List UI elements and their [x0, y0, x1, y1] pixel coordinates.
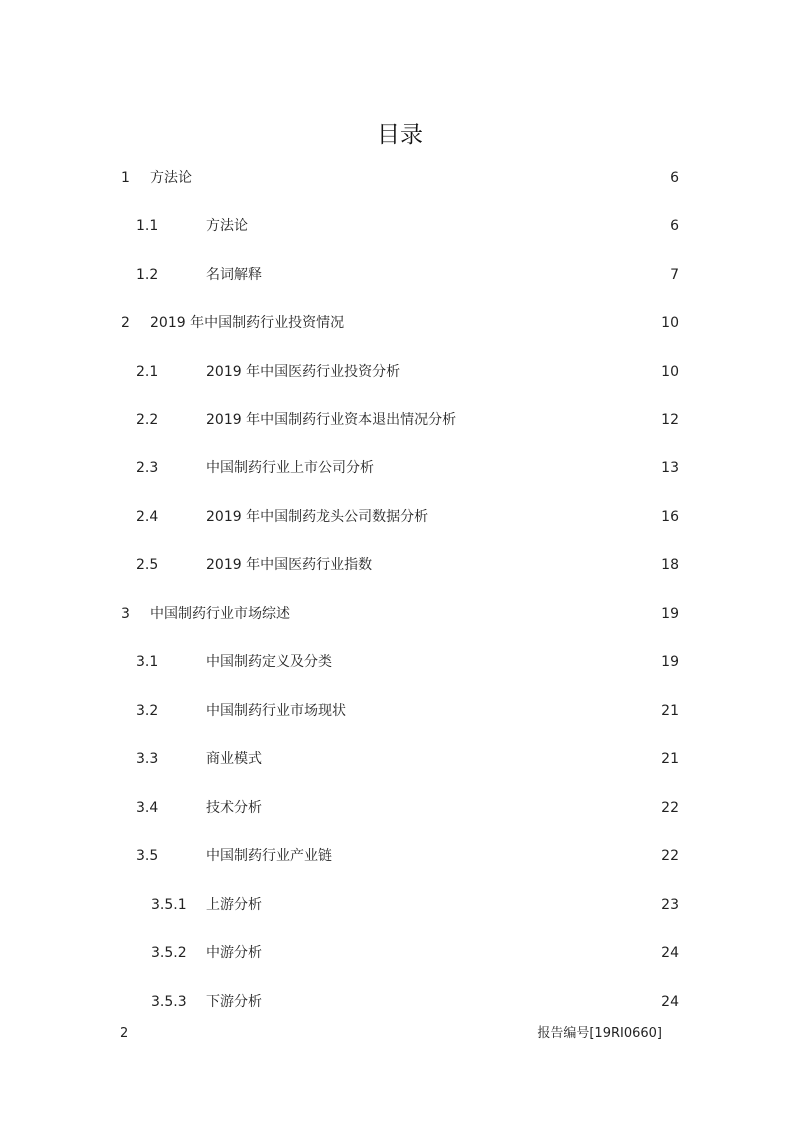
toc-leader — [150, 166, 665, 190]
toc-page-number: 16 — [661, 509, 679, 525]
toc-number: 2.5 — [136, 557, 159, 573]
toc-title: 中国制药定义及分类 — [206, 650, 333, 674]
toc-number: 2 — [121, 315, 130, 331]
toc-number: 2.4 — [136, 509, 159, 525]
toc-number: 2.3 — [136, 460, 159, 476]
toc-number: 3.3 — [136, 751, 159, 767]
toc-title: 技术分析 — [206, 796, 263, 820]
toc-page-number: 23 — [661, 897, 679, 913]
page-title: 目录 — [377, 122, 423, 148]
toc-entry[interactable] — [0, 214, 800, 238]
toc-entry[interactable] — [0, 747, 800, 771]
toc-entry[interactable] — [0, 408, 800, 432]
toc-number: 3.5.2 — [151, 945, 187, 961]
toc-leader — [150, 311, 657, 335]
toc-entry[interactable] — [0, 796, 800, 820]
toc-page-number: 13 — [661, 460, 679, 476]
toc-title: 方法论 — [206, 214, 249, 238]
toc-leader — [206, 360, 657, 384]
toc-number: 2.2 — [136, 412, 159, 428]
toc-leader — [150, 602, 657, 626]
toc-entry[interactable] — [0, 505, 800, 529]
toc-number: 3.1 — [136, 654, 159, 670]
footer-page-number: 2 — [120, 1026, 129, 1041]
toc-page-number: 21 — [661, 703, 679, 719]
toc-title: 2019 年中国制药龙头公司数据分析 — [206, 505, 429, 529]
toc-entry[interactable] — [0, 990, 800, 1014]
toc-title: 中国制药行业上市公司分析 — [206, 456, 375, 480]
toc-page-number: 22 — [661, 848, 679, 864]
toc-entry[interactable] — [0, 699, 800, 723]
toc-leader — [206, 893, 657, 917]
toc-title: 名词解释 — [206, 263, 263, 287]
toc-title: 中游分析 — [206, 941, 263, 965]
toc-number: 1 — [121, 170, 130, 186]
toc-entry[interactable] — [0, 166, 800, 190]
toc-leader — [206, 796, 657, 820]
toc-entry[interactable] — [0, 360, 800, 384]
toc-entry[interactable] — [0, 553, 800, 577]
toc-leader — [206, 650, 657, 674]
toc-number: 3.5.3 — [151, 994, 187, 1010]
toc-entry[interactable] — [0, 893, 800, 917]
toc-number: 3.4 — [136, 800, 159, 816]
toc-leader — [206, 408, 657, 432]
toc-entry[interactable] — [0, 311, 800, 335]
toc-page-number: 24 — [661, 945, 679, 961]
toc-entry[interactable] — [0, 650, 800, 674]
toc-number: 3.5 — [136, 848, 159, 864]
toc-title: 2019 年中国制药行业投资情况 — [150, 311, 345, 335]
toc-title: 2019 年中国医药行业投资分析 — [206, 360, 401, 384]
toc-page-number: 19 — [661, 654, 679, 670]
toc-leader — [206, 990, 657, 1014]
toc-number: 1.1 — [136, 218, 159, 234]
toc-number: 3.2 — [136, 703, 159, 719]
toc-title: 2019 年中国制药行业资本退出情况分析 — [206, 408, 457, 432]
toc-leader — [206, 505, 657, 529]
toc-page-number: 12 — [661, 412, 679, 428]
toc-leader — [206, 263, 665, 287]
toc-page-number: 7 — [670, 267, 679, 283]
toc-title: 商业模式 — [206, 747, 263, 771]
toc-page-number: 10 — [661, 315, 679, 331]
toc-page-number: 21 — [661, 751, 679, 767]
toc-number: 2.1 — [136, 364, 159, 380]
toc-title: 中国制药行业产业链 — [206, 844, 333, 868]
toc-leader — [206, 747, 657, 771]
toc-entry[interactable] — [0, 263, 800, 287]
toc-title: 2019 年中国医药行业指数 — [206, 553, 373, 577]
toc-number: 1.2 — [136, 267, 159, 283]
toc-title: 中国制药行业市场综述 — [150, 602, 291, 626]
toc-leader — [206, 553, 657, 577]
toc-page-number: 19 — [661, 606, 679, 622]
toc-leader — [206, 456, 657, 480]
toc-title: 下游分析 — [206, 990, 263, 1014]
toc-page-number: 18 — [661, 557, 679, 573]
toc-title: 中国制药行业市场现状 — [206, 699, 347, 723]
toc-leader — [206, 941, 657, 965]
toc-page-number: 6 — [670, 218, 679, 234]
toc-page-number: 6 — [670, 170, 679, 186]
toc-entry[interactable] — [0, 602, 800, 626]
toc-entry[interactable] — [0, 844, 800, 868]
toc-number: 3 — [121, 606, 130, 622]
toc-number: 3.5.1 — [151, 897, 187, 913]
toc-leader — [206, 214, 665, 238]
toc-page-number: 24 — [661, 994, 679, 1010]
toc-title: 方法论 — [150, 166, 193, 190]
toc-title: 上游分析 — [206, 893, 263, 917]
toc-leader — [206, 844, 657, 868]
footer-report-id: 报告编号[19RI0660] — [537, 1026, 662, 1041]
toc-page-number: 22 — [661, 800, 679, 816]
toc-leader — [206, 699, 657, 723]
toc-entry[interactable] — [0, 941, 800, 965]
toc-entry[interactable] — [0, 456, 800, 480]
toc-page-number: 10 — [661, 364, 679, 380]
